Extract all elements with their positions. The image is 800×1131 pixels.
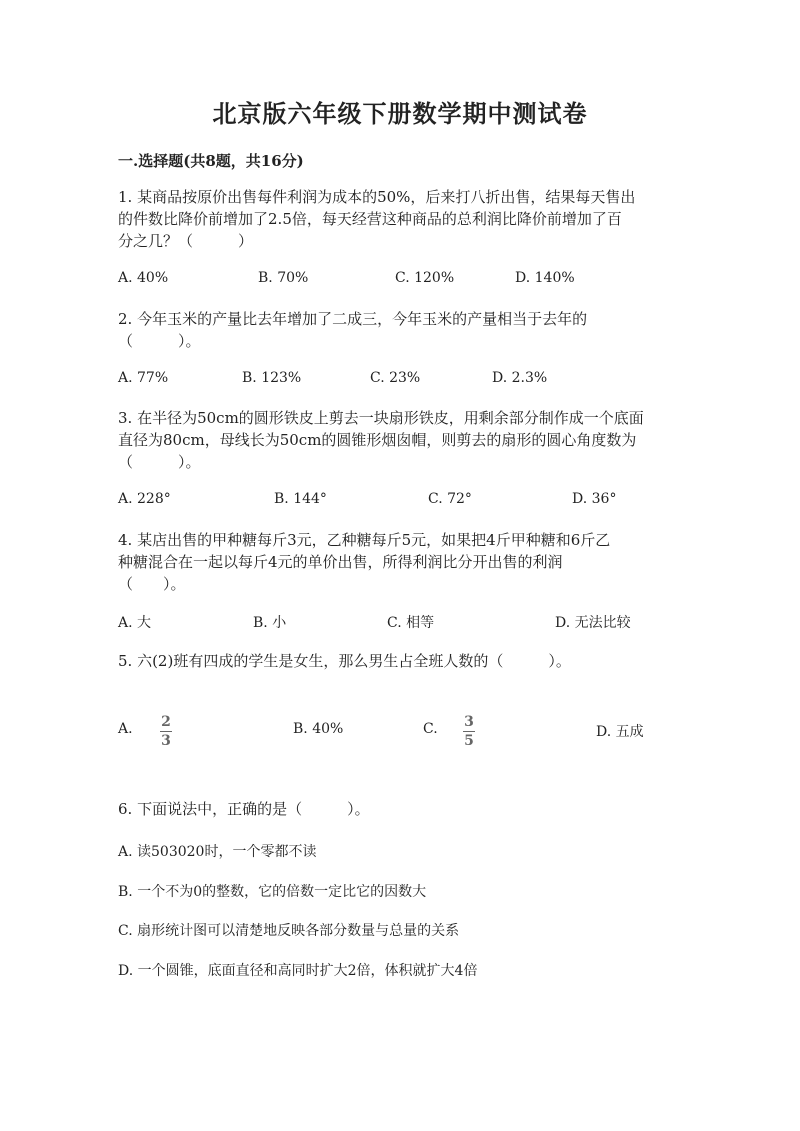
section-heading: 一.选择题(共8题，共16分)	[118, 152, 304, 170]
q5-option-b[interactable]: B. 40%	[293, 721, 344, 737]
q1-option-b[interactable]: B. 70%	[258, 270, 309, 286]
question-4-line-1: 4. 某店出售的甲种糖每斤3元，乙种糖每斤5元，如果把4斤甲种糖和6斤乙	[118, 531, 611, 549]
page-title: 北京版六年级下册数学期中测试卷	[212, 99, 588, 128]
fraction-bar	[463, 731, 475, 732]
q6-option-d[interactable]: D. 一个圆锥，底面直径和高同时扩大2倍，体积就扩大4倍	[118, 963, 478, 979]
q5-option-a[interactable]: A.	[118, 721, 133, 737]
question-1-line-3: 分之几？（ ）	[118, 232, 254, 250]
q2-option-a[interactable]: A. 77%	[118, 370, 169, 386]
question-5	[118, 650, 678, 672]
question-6	[118, 798, 678, 820]
fraction-numerator: 3	[464, 714, 474, 730]
fraction-numerator: 2	[161, 714, 171, 730]
q5-option-c[interactable]: C.	[423, 721, 438, 737]
q4-option-a[interactable]: A. 大	[118, 615, 152, 631]
fraction-bar	[160, 731, 172, 732]
question-3	[118, 407, 678, 473]
q6-option-b[interactable]: B. 一个不为0的整数，它的倍数一定比它的因数大	[118, 884, 427, 900]
question-1	[118, 186, 678, 252]
question-4-line-3: （ ）。	[118, 575, 186, 593]
question-2-line-2: （ ）。	[118, 332, 201, 350]
q2-option-d[interactable]: D. 2.3%	[492, 370, 548, 386]
question-2-line-1: 2. 今年玉米的产量比去年增加了二成三，今年玉米的产量相当于去年的	[118, 310, 588, 328]
fraction-denominator: 3	[161, 733, 171, 749]
q2-option-b[interactable]: B. 123%	[242, 370, 302, 386]
q4-option-b[interactable]: B. 小	[253, 615, 287, 631]
q6-option-c[interactable]: C. 扇形统计图可以清楚地反映各部分数量与总量的关系	[118, 923, 460, 939]
question-3-line-2: 直径为80cm，母线长为50cm的圆锥形烟囱帽，则剪去的扇形的圆心角度数为	[118, 431, 637, 449]
q1-option-a[interactable]: A. 40%	[118, 270, 169, 286]
question-2	[118, 308, 678, 352]
question-5-line-1: 5. 六(2)班有四成的学生是女生，那么男生占全班人数的（ ）。	[118, 652, 571, 670]
q1-option-c[interactable]: C. 120%	[395, 270, 455, 286]
question-4	[118, 529, 678, 595]
question-3-line-1: 3. 在半径为50cm的圆形铁皮上剪去一块扇形铁皮，用剩余部分制作成一个底面	[118, 409, 644, 427]
question-1-line-2: 的件数比降价前增加了2.5倍，每天经营这种商品的总利润比降价前增加了百	[118, 210, 622, 228]
question-4-line-2: 种糖混合在一起以每斤4元的单价出售，所得利润比分开出售的利润	[118, 553, 563, 571]
question-3-line-3: （ ）。	[118, 453, 201, 471]
q6-option-a[interactable]: A. 读503020时，一个零都不读	[118, 844, 317, 860]
question-6-line-1: 6. 下面说法中，正确的是（ ）。	[118, 800, 370, 818]
q4-option-d[interactable]: D. 无法比较	[555, 615, 631, 631]
q5-option-d[interactable]: D. 五成	[596, 724, 644, 740]
q2-option-c[interactable]: C. 23%	[370, 370, 421, 386]
question-1-line-1: 1. 某商品按原价出售每件利润为成本的50%，后来打八折出售，结果每天售出	[118, 188, 636, 206]
q5-option-a-fraction	[160, 714, 172, 749]
q3-option-b[interactable]: B. 144°	[274, 491, 327, 507]
q4-option-c[interactable]: C. 相等	[387, 615, 435, 631]
q5-option-c-fraction	[463, 714, 475, 749]
q1-option-d[interactable]: D. 140%	[515, 270, 575, 286]
q3-option-d[interactable]: D. 36°	[572, 491, 617, 507]
q3-option-a[interactable]: A. 228°	[118, 491, 171, 507]
fraction-denominator: 5	[464, 733, 474, 749]
q3-option-c[interactable]: C. 72°	[428, 491, 472, 507]
